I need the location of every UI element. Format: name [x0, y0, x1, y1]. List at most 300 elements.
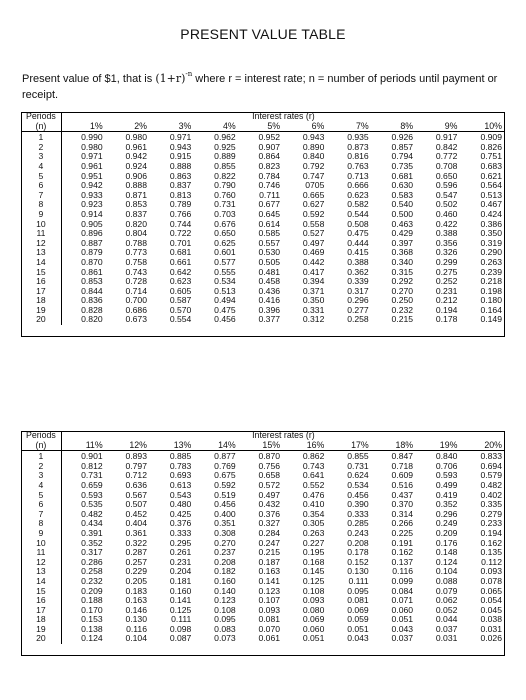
pv-value-cell: 0.084 [391, 585, 414, 596]
pv-value-cell: 0.840 [302, 151, 325, 162]
intro-suffix: where r = interest rate; n = number of periods until payment or receipt. [22, 73, 498, 101]
pv-value-cell: 0.760 [214, 189, 236, 200]
pv-value-cell: 0.258 [81, 566, 103, 577]
pv-value-cell: 0.209 [81, 585, 103, 596]
pv-value-cell: 0.051 [391, 614, 414, 625]
pv-value-cell: 0.352 [435, 499, 458, 510]
pv-value-cell: 0.312 [302, 314, 325, 325]
pv-value-cell: 0.587 [169, 295, 192, 306]
periods-header: Periods [21, 431, 61, 441]
pv-value-cell: 0.153 [81, 614, 103, 625]
pv-value-cell: 0.722 [169, 228, 192, 239]
pv-value-cell: 0.915 [169, 151, 192, 162]
pv-value-cell: 0.123 [214, 595, 236, 606]
pv-value-cell: 0.079 [435, 585, 458, 596]
pv-value-cell: 0.422 [435, 218, 458, 229]
pv-value-cell: 0.593 [81, 489, 103, 500]
pv-value-cell: 0.833 [480, 451, 502, 462]
pv-value-cell: 0.873 [347, 141, 369, 152]
pv-value-cell: 0.071 [391, 595, 414, 606]
period-cell: 11 [21, 548, 61, 558]
pv-value-cell: 0.627 [302, 199, 325, 210]
pv-value-cell: 0.146 [125, 604, 147, 615]
pv-value-cell: 0.263 [480, 256, 502, 267]
pv-value-cell: 0.534 [214, 276, 236, 287]
pv-value-cell: 0.123 [258, 585, 281, 596]
pv-value-cell: 0.513 [480, 189, 502, 200]
pv-value-cell: 0.176 [435, 537, 458, 548]
pv-value-cell: 0.187 [258, 556, 281, 567]
rate-column-header: 16% [283, 441, 327, 451]
rate-column-header: 9% [416, 122, 460, 132]
header-row-rates [21, 122, 505, 132]
pv-value-cell: 0.070 [258, 623, 281, 634]
pv-value-cell: 0.182 [214, 566, 236, 577]
pv-value-cell: 0.162 [391, 547, 414, 558]
pv-value-cell: 0.552 [302, 479, 325, 490]
pv-value-cell: 0.694 [480, 460, 502, 471]
pv-value-cell: 0.812 [81, 460, 103, 471]
pv-value-cell: 0.624 [347, 470, 369, 481]
pv-value-cell: 0.388 [435, 228, 458, 239]
pv-value-cell: 0.758 [125, 256, 147, 267]
n-header: (n) [21, 122, 61, 132]
period-cell: 20 [21, 634, 61, 644]
pv-value-cell: 0.862 [302, 451, 325, 462]
pv-value-cell: 0.060 [302, 623, 325, 634]
pv-value-cell: 0.847 [391, 451, 414, 462]
pv-value-cell: 0.923 [81, 199, 103, 210]
pv-value-cell: 0.877 [214, 451, 236, 462]
pv-value-cell: 0.681 [391, 170, 414, 181]
pv-value-cell: 0.098 [169, 623, 192, 634]
pv-value-cell: 0.763 [347, 160, 369, 171]
pv-value-cell: 0.205 [125, 575, 147, 586]
pv-value-cell: 0.404 [125, 518, 147, 529]
period-cell: 16 [21, 277, 61, 287]
pv-value-cell: 0.534 [347, 479, 369, 490]
pv-value-cell: 0.232 [391, 304, 414, 315]
pv-value-cell: 0.108 [214, 604, 236, 615]
pv-value-cell: 0.783 [169, 460, 192, 471]
pv-value-cell: 0.170 [81, 604, 103, 615]
pv-value-cell: 0.458 [258, 276, 281, 287]
pv-value-cell: 0.666 [347, 180, 369, 191]
pv-value-cell: 0.163 [258, 566, 281, 577]
period-cell: 14 [21, 258, 61, 268]
pv-value-cell: 0.463 [391, 218, 414, 229]
pv-value-cell: 0.243 [347, 527, 369, 538]
pv-value-cell: 0.554 [169, 314, 192, 325]
pv-value-cell: 0.424 [480, 208, 502, 219]
pv-value-cell: 0.141 [169, 595, 192, 606]
pv-value-cell: 0.613 [169, 479, 192, 490]
pv-value-cell: 0.376 [169, 518, 192, 529]
pv-value-cell: 0.840 [435, 451, 458, 462]
pv-value-cell: 0.582 [347, 199, 369, 210]
pv-value-cell: 0.130 [125, 614, 147, 625]
period-cell: 7 [21, 191, 61, 201]
pv-value-cell: 0.784 [258, 170, 281, 181]
pv-value-cell: 0.442 [302, 256, 325, 267]
pv-value-cell: 0.317 [81, 547, 103, 558]
pv-value-cell: 0.388 [347, 256, 369, 267]
pv-value-cell: 0.116 [392, 566, 414, 577]
pv-value-cell: 0.772 [435, 151, 458, 162]
pv-value-cell: 0.335 [480, 499, 502, 510]
pv-value-cell: 0.609 [391, 470, 414, 481]
pv-value-cell: 0.813 [169, 189, 192, 200]
pv-value-cell: 0.583 [391, 189, 414, 200]
pv-value-cell: 0.078 [480, 575, 502, 586]
pv-value-cell: 0.162 [480, 537, 502, 548]
pv-value-cell: 0.500 [391, 208, 414, 219]
pv-value-cell: 0.125 [169, 604, 192, 615]
pv-value-cell: 0.043 [391, 623, 414, 634]
pv-value-cell: 0.149 [480, 314, 502, 325]
pv-value-cell: 0.577 [214, 256, 236, 267]
pv-value-cell: 0.888 [169, 160, 192, 171]
pv-value-cell: 0.319 [480, 237, 502, 248]
pv-value-cell: 0.377 [258, 314, 281, 325]
pv-value-cell: 0705 [305, 180, 325, 191]
pv-value-cell: 0.914 [81, 208, 103, 219]
pv-value-cell: 0.396 [258, 304, 281, 315]
pv-value-cell: 0.111 [348, 575, 369, 586]
pv-value-cell: 0.676 [214, 218, 236, 229]
pv-value-cell: 0.045 [480, 604, 502, 615]
pv-value-cell: 0.828 [81, 304, 103, 315]
pv-value-cell: 0.645 [258, 208, 281, 219]
rate-column-header: 10% [460, 122, 505, 132]
pv-value-cell: 0.675 [214, 470, 236, 481]
pv-value-cell: 0.327 [258, 518, 281, 529]
pv-value-cell: 0.081 [347, 595, 369, 606]
rate-column-header: 4% [194, 122, 238, 132]
rate-column-header: 6% [283, 122, 327, 132]
pv-value-cell: 0.436 [258, 285, 281, 296]
pv-value-cell: 0.125 [302, 575, 325, 586]
pv-value-cell: 0.299 [435, 256, 458, 267]
pv-value-cell: 0.239 [480, 266, 502, 277]
pv-value-cell: 0.417 [302, 266, 325, 277]
rate-column-header: 11% [61, 441, 105, 451]
pv-value-cell: 0.871 [125, 189, 147, 200]
pv-value-cell: 0.658 [258, 470, 281, 481]
pv-value-cell: 0.095 [214, 614, 236, 625]
pv-value-cell: 0.233 [480, 518, 502, 529]
pv-value-cell: 0.290 [480, 247, 502, 258]
pv-value-cell: 0.400 [214, 508, 236, 519]
pv-value-cell: 0.095 [347, 585, 369, 596]
pv-value-cell: 0.180 [480, 295, 502, 306]
pv-value-cell: 0.714 [125, 285, 147, 296]
pv-value-cell: 0.308 [214, 527, 236, 538]
pv-value-cell: 0.093 [302, 595, 325, 606]
pv-value-cell: 0.452 [125, 508, 147, 519]
pv-value-cell: 0.605 [169, 285, 192, 296]
pv-value-cell: 0.350 [480, 228, 502, 239]
pv-value-cell: 0.708 [435, 160, 458, 171]
period-cell: 10 [21, 220, 61, 230]
pv-value-cell: 0.354 [302, 508, 325, 519]
pv-value-cell: 0.351 [214, 518, 236, 529]
pv-value-cell: 0.425 [169, 508, 192, 519]
pv-value-cell: 0.368 [391, 247, 414, 258]
pv-value-cell: 0.747 [302, 170, 325, 181]
period-cell: 5 [21, 172, 61, 182]
interest-rates-header: Interest rates (r) [252, 111, 315, 121]
pv-value-cell: 0.031 [480, 623, 502, 634]
pv-value-cell: 0.112 [481, 556, 502, 567]
pv-value-cell: 0.888 [125, 180, 147, 191]
pv-value-cell: 0.731 [214, 199, 236, 210]
period-cell: 5 [21, 491, 61, 501]
pv-value-cell: 0.596 [435, 180, 458, 191]
pv-value-cell: 0.261 [169, 547, 192, 558]
pv-value-cell: 0.625 [214, 237, 236, 248]
pv-value-cell: 0.444 [347, 237, 369, 248]
pv-value-cell: 0.037 [435, 623, 458, 634]
pv-value-cell: 0.044 [435, 614, 458, 625]
pv-value-cell: 0.943 [302, 132, 325, 143]
pv-value-cell: 0.317 [347, 285, 369, 296]
pv-value-cell: 0.686 [125, 304, 147, 315]
pv-value-cell: 0.104 [125, 633, 147, 644]
pv-value-cell: 0.540 [391, 199, 414, 210]
pv-value-cell: 0.480 [169, 499, 192, 510]
pv-value-cell: 0.857 [391, 141, 414, 152]
pv-value-cell: 0.614 [258, 218, 281, 229]
pv-value-cell: 0.124 [81, 633, 103, 644]
pv-value-cell: 0.181 [169, 575, 192, 586]
pv-value-cell: 0.467 [480, 199, 502, 210]
header-row-rates [21, 441, 505, 451]
pv-value-cell: 0.952 [258, 132, 281, 143]
pv-value-cell: 0.340 [391, 256, 414, 267]
pv-value-cell: 0.227 [302, 537, 325, 548]
pv-value-cell: 0.194 [480, 527, 502, 538]
pv-value-cell: 0.331 [302, 304, 325, 315]
pv-value-cell: 0.333 [347, 508, 369, 519]
pv-value-cell: 0.712 [125, 470, 147, 481]
pv-value-cell: 0.623 [169, 276, 192, 287]
pv-value-cell: 0.837 [169, 180, 192, 191]
pv-value-cell: 0.499 [435, 479, 458, 490]
pv-value-cell: 0.700 [125, 295, 147, 306]
pv-value-cell: 0.295 [169, 537, 192, 548]
pv-value-cell: 0.160 [214, 575, 236, 586]
pv-value-cell: 0.231 [169, 556, 192, 567]
pv-value-cell: 0.731 [81, 470, 103, 481]
pv-value-cell: 0.140 [214, 585, 236, 596]
pv-value-cell: 0.456 [347, 489, 369, 500]
pv-value-cell: 0.693 [169, 470, 192, 481]
pv-value-cell: 0.555 [214, 266, 236, 277]
pv-value-cell: 0.788 [125, 237, 147, 248]
pv-value-cell: 0.231 [435, 285, 458, 296]
pv-value-cell: 0.163 [125, 595, 147, 606]
pv-value-cell: 0.410 [302, 499, 325, 510]
period-cell: 10 [21, 539, 61, 549]
period-cell: 9 [21, 529, 61, 539]
pv-value-cell: 0.907 [258, 141, 281, 152]
pv-value-cell: 0.178 [347, 547, 369, 558]
pv-value-cell: 0.766 [169, 208, 192, 219]
pv-value-cell: 0.743 [302, 460, 325, 471]
pv-value-cell: 0.804 [125, 228, 147, 239]
period-cell: 13 [21, 567, 61, 577]
pv-value-cell: 0.397 [391, 237, 414, 248]
pv-value-cell: 0.703 [214, 208, 236, 219]
pv-value-cell: 0.636 [125, 479, 147, 490]
pv-value-cell: 0.258 [347, 314, 369, 325]
pv-value-cell: 0.482 [81, 508, 103, 519]
pv-value-cell: 0.415 [347, 247, 369, 258]
pv-table-1-10 [21, 112, 505, 325]
pv-value-cell: 0.530 [258, 247, 281, 258]
pv-value-cell: 0.038 [480, 614, 502, 625]
period-cell: 19 [21, 306, 61, 316]
interest-rates-header: Interest rates (r) [252, 430, 315, 440]
pv-value-cell: 0.980 [125, 132, 147, 143]
pv-value-cell: 0.195 [302, 547, 325, 558]
pv-value-cell: 0.935 [347, 132, 369, 143]
pv-value-cell: 0.208 [214, 556, 236, 567]
period-cell: 3 [21, 152, 61, 162]
period-cell: 1 [21, 451, 61, 462]
pv-value-cell: 0.630 [391, 180, 414, 191]
pv-value-cell: 0.270 [391, 285, 414, 296]
pv-value-cell: 0.971 [81, 151, 103, 162]
pv-value-cell: 0.544 [347, 208, 369, 219]
pv-value-cell: 0.208 [347, 537, 369, 548]
pv-value-cell: 0.650 [214, 228, 236, 239]
pv-value-cell: 0.744 [169, 218, 192, 229]
rate-column-header: 5% [239, 122, 283, 132]
pv-value-cell: 0.601 [214, 247, 236, 258]
pv-value-cell: 0.350 [302, 295, 325, 306]
pv-value-cell: 0.266 [391, 518, 414, 529]
pv-value-cell: 0.516 [391, 479, 414, 490]
pv-value-cell: 0.535 [81, 499, 103, 510]
pv-value-cell: 0.322 [125, 537, 147, 548]
pv-value-cell: 0.572 [258, 479, 281, 490]
pv-value-cell: 0.905 [81, 218, 103, 229]
pv-value-cell: 0.352 [81, 537, 103, 548]
pv-value-cell: 0.885 [169, 451, 192, 462]
period-cell: 18 [21, 615, 61, 625]
pv-value-cell: 0.263 [302, 527, 325, 538]
pv-value-cell: 0.942 [81, 180, 103, 191]
intro-text [22, 66, 512, 103]
period-cell: 7 [21, 510, 61, 520]
pv-value-cell: 0.402 [480, 489, 502, 500]
pv-value-cell: 0.356 [435, 237, 458, 248]
period-cell: 9 [21, 210, 61, 220]
rate-column-header: 3% [150, 122, 194, 132]
formula-base: (1+r) [155, 72, 186, 85]
pv-value-cell: 0.183 [125, 585, 147, 596]
pv-value-cell: 0.054 [480, 595, 502, 606]
pv-value-cell: 0.419 [435, 489, 458, 500]
pv-value-cell: 0.853 [125, 199, 147, 210]
pv-value-cell: 0.769 [214, 460, 236, 471]
pv-value-cell: 0.728 [125, 276, 147, 287]
pv-value-cell: 0.870 [81, 256, 103, 267]
pv-value-cell: 0.475 [347, 228, 369, 239]
rate-column-header: 15% [239, 441, 283, 451]
pv-value-cell: 0.432 [258, 499, 281, 510]
rate-column-header: 1% [61, 122, 105, 132]
pv-value-cell: 0.339 [347, 276, 369, 287]
pv-value-cell: 0.508 [347, 218, 369, 229]
pv-value-cell: 0.683 [480, 160, 502, 171]
period-cell: 3 [21, 471, 61, 481]
pv-value-cell: 0.107 [258, 595, 281, 606]
pv-value-cell: 0.731 [347, 460, 369, 471]
pv-value-cell: 0.060 [391, 604, 414, 615]
pv-value-cell: 0.225 [391, 527, 414, 538]
pv-value-cell: 0.152 [347, 556, 369, 567]
pv-value-cell: 0.093 [480, 566, 502, 577]
pv-value-cell: 0.069 [302, 614, 325, 625]
pv-value-cell: 0.215 [391, 314, 414, 325]
pv-value-cell: 0.376 [258, 508, 281, 519]
pv-value-cell: 0.198 [480, 285, 502, 296]
period-cell: 8 [21, 200, 61, 210]
period-cell: 19 [21, 625, 61, 635]
pv-value-cell: 0.650 [435, 170, 458, 181]
period-cell: 4 [21, 162, 61, 172]
period-cell: 15 [21, 587, 61, 597]
pv-value-cell: 0.305 [302, 518, 325, 529]
pv-value-cell: 0.315 [391, 266, 414, 277]
pv-value-cell: 0.623 [347, 189, 369, 200]
pv-value-cell: 0.836 [81, 295, 103, 306]
pv-value-cell: 0.497 [258, 489, 281, 500]
pv-value-cell: 0.773 [125, 247, 147, 258]
pv-value-cell: 0.502 [435, 199, 458, 210]
pv-value-cell: 0.494 [214, 295, 236, 306]
rate-column-header: 18% [372, 441, 416, 451]
period-cell: 1 [21, 132, 61, 143]
period-cell: 4 [21, 481, 61, 491]
period-cell: 6 [21, 181, 61, 191]
period-cell: 14 [21, 577, 61, 587]
page-title: PRESENT VALUE TABLE [180, 26, 346, 42]
pv-value-cell: 0.661 [169, 256, 192, 267]
pv-value-cell: 0.673 [125, 314, 147, 325]
pv-value-cell: 0.797 [125, 460, 147, 471]
pv-value-cell: 0.706 [435, 460, 458, 471]
table-row [21, 634, 505, 644]
pv-value-cell: 0.386 [480, 218, 502, 229]
rate-column-header: 12% [106, 441, 150, 451]
pv-value-cell: 0.794 [391, 151, 414, 162]
period-cell: 12 [21, 558, 61, 568]
pv-value-cell: 0.942 [125, 151, 147, 162]
pv-value-cell: 0.108 [302, 585, 325, 596]
pv-value-cell: 0.924 [125, 160, 147, 171]
pv-value-cell: 0.116 [126, 623, 147, 634]
pv-value-cell: 0.209 [435, 527, 458, 538]
pv-value-cell: 0.887 [81, 237, 103, 248]
pv-value-cell: 0.212 [435, 295, 458, 306]
pv-value-cell: 0.711 [259, 189, 281, 200]
pv-value-cell: 0.394 [302, 276, 325, 287]
pv-value-cell: 0.864 [258, 151, 281, 162]
